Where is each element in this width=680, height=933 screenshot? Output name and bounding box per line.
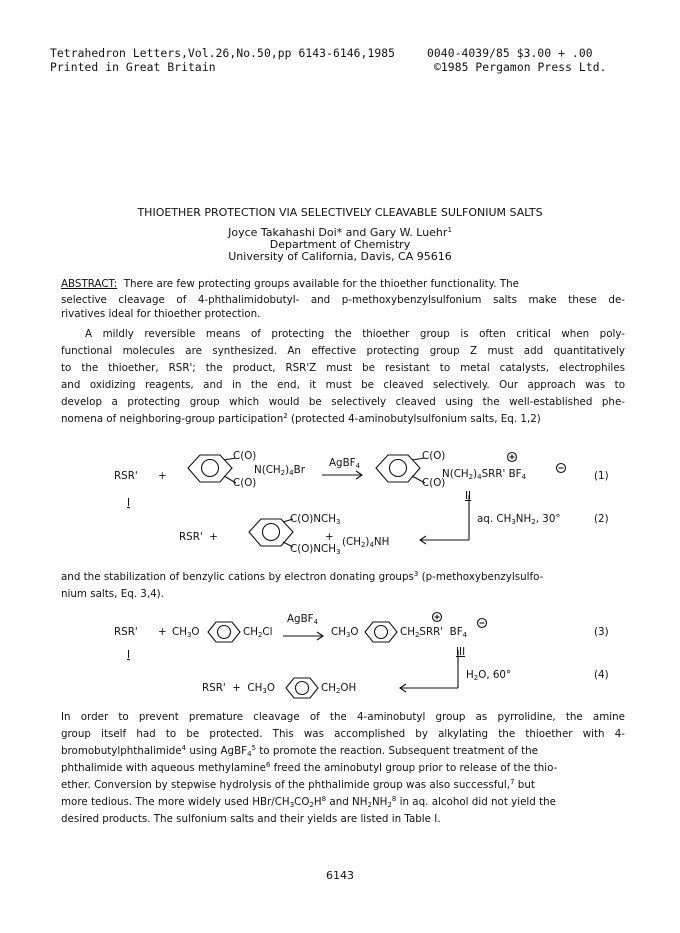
eq1-co-top: C(O)	[233, 450, 257, 462]
eq1-co-bottom: C(O)	[233, 477, 257, 489]
eq3-number: (3)	[594, 626, 609, 638]
eq1-product-co-bottom: C(O)	[422, 477, 446, 489]
eq1-reactant-rsr: RSR'	[114, 470, 138, 482]
eq3-product-sulfonium: $CH_2SRR'$ $BF_4$	[400, 626, 468, 639]
label-II: II	[465, 490, 472, 502]
eq4-ch2oh: $CH_2OH$	[321, 682, 357, 695]
eq4-conditions: $H_2O$, 60°	[466, 669, 512, 682]
label-III: III	[456, 646, 466, 658]
intro-paragraph: A mildly reversible means of protecting the thioether group is often critical when poly- functional molecules are synthesized. An effective protecting group Z must add quantitatively to the thioether, RSR'; the product, RSR'Z must be resistant to metal catalysts, electrophiles and oxidizing reagents, and in the end, it must be cleaved selectively. Our approach was to develop a protecting group which would be selectively cleaved using the well-established phe- nomena of neighboring-group participation$^2$ (protected 4-aminobutylsulfonium salts, Eq. 1,2)	[61, 328, 625, 425]
author-footnote: 1	[447, 226, 452, 234]
eq3-ch2cl: $CH_2Cl$	[243, 626, 273, 639]
eq1-number: (1)	[594, 470, 609, 482]
eq1-n-chain: $N(CH_2)_4Br$	[254, 464, 305, 477]
eq1-product-chain: $N(CH_2)_4SRR'$ $BF_4$	[442, 468, 527, 481]
eq1-reagent: AgBF$_4$	[329, 457, 361, 470]
eq3-reactant-rsr: RSR'	[114, 626, 138, 638]
eq3-methoxy: $CH_3O$	[172, 626, 200, 639]
label-I-eq1: I	[127, 497, 131, 509]
eq2-number: (2)	[594, 513, 609, 525]
eq2-amide-bottom: $C(O)NCH_3$	[290, 543, 341, 556]
printed-in: Printed in Great Britain	[50, 61, 216, 74]
eq1-plus: +	[158, 470, 167, 482]
author-names: Joyce Takahashi Doi* and Gary W. Luehr	[228, 226, 448, 239]
eq3-plus: +	[158, 626, 167, 638]
page-number: 6143	[326, 869, 354, 882]
paper-title: THIOETHER PROTECTION VIA SELECTIVELY CLEAVABLE SULFONIUM SALTS	[137, 206, 543, 219]
eq2-product-rsr: RSR' +	[179, 531, 218, 543]
department: Department of Chemistry	[269, 238, 411, 251]
abstract-label: ABSTRACT:	[61, 278, 118, 290]
copyright: ©1985 Pergamon Press Ltd.	[434, 61, 607, 74]
eq3-product-methoxy: $CH_3O$	[331, 626, 359, 639]
eq4-product-rsr: $RSR' + CH_3O$	[202, 682, 275, 695]
eq2-pyrrolidine: $(CH_2)_4NH$	[342, 536, 390, 549]
eq2-conditions: aq. $CH_3NH_2$, 30°	[477, 513, 561, 526]
eq2-amide-top: $C(O)NCH_3$	[290, 513, 341, 526]
label-I-eq3: I	[127, 649, 131, 661]
eq4-number: (4)	[594, 669, 609, 681]
results-paragraph: In order to prevent premature cleavage of the 4-aminobutyl group as pyrrolidine, the amine group itself had to be protected. This was accomplished by alkylating the thioether with 4- bromobutylphthalimide$^4$ using AgBF$_4^5$ to promote the reaction. Subsequent treatment of the phthalimide with aqueous methylamine$^6$ freed the aminobutyl group prior to release of the thio- ether. Conversion by stepwise hydrolysis of the phthalimide group was also successful,$^7$ but more tedious. The more widely used HBr/$CH_3CO_2H^8$ and $NH_2NH_2^8$ in aq. alcohol did not yield the desired products. The sulfonium salts and their yields are listed in Table I.	[61, 711, 625, 825]
university: University of California, Davis, CA 95616	[228, 250, 452, 263]
issn-price: 0040-4039/85 $3.00 + .00	[427, 47, 593, 60]
eq2-plus: +	[325, 531, 334, 543]
eq1-product-co-top: C(O)	[422, 450, 446, 462]
benzyl-paragraph: and the stabilization of benzylic cations by electron donating groups$^3$ (p-methoxybenzylsulfo- nium salts, Eq. 3,4).	[61, 570, 544, 600]
eq3-reagent: AgBF$_4$	[287, 613, 319, 626]
abstract: ABSTRACT: There are few protecting groups available for the thioether functionality. The selective cleavage of 4-phthalimidobutyl- and p-methoxybenzylsulfonium salts make these de- rivatives ideal for thioether protection.	[61, 278, 625, 320]
journal-citation: Tetrahedron Letters,Vol.26,No.50,pp 6143-6146,1985	[50, 47, 396, 60]
